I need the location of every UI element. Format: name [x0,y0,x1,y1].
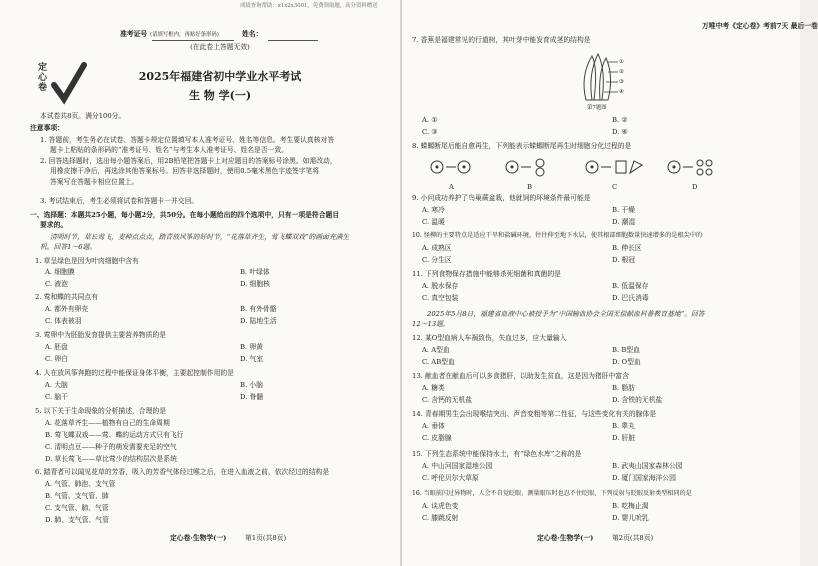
subject-title: 生 物 学(一) [188,89,252,102]
option: A. 脱水保存 [422,282,459,290]
option: D. O型血 [612,358,641,366]
option: A. 谈虎色变 [422,502,459,510]
footer-page: 第2页(共8页) [612,534,654,542]
option: B. 叶绿体 [240,268,270,276]
option: A. 中山河国家湿地公园 [422,462,493,470]
question-8: 8. 蝾螈断尾后能自愈再生，下列能表示蝾螈断尾再生时细胞分化过程的是 [412,142,632,150]
option: A. 胚盘 [45,343,68,351]
option: B. 伸长区 [612,244,642,252]
option: D. 根冠 [612,256,636,264]
top-note: 成绩查询帮助：x1x2x3001，免费领取题，高分资料赠送 [240,3,378,9]
question-13: 13. 献血者在献血后可以多食猪肝，以助发生贫血，这是因为猪肝中富含 [412,372,629,380]
option: A. 都外有卵壳 [45,305,89,313]
question-12: 12. 某O型血病人车祸致伤，失血过多，应大量输入 [412,334,567,342]
intro-text: 本试卷共8页。满分100分。 [40,112,126,120]
context-paragraph-cont: 机。回答1～6题。 [40,243,97,251]
option: B. 吃梅止渴 [612,502,649,510]
option: C. 支气管、肺、气管 [45,504,109,512]
option: A. 垂体 [422,422,445,430]
question-5: 5. 以下关于生命现象的分析描述，合理的是 [35,407,166,415]
option: D. 草长莺飞——草比莺少的结构层次是系统 [45,455,177,463]
right-page [402,0,818,566]
question-2: 2. 莺和蝶的共同点有 [35,293,99,301]
cell-diagram-row [422,155,722,181]
question-10: 10. 怪柳的主要特点是适应干旱和盐碱环境，往往伸至地下水层，使其根部细胞数量快速增多的是根尖中的 [412,232,703,239]
question-14: 14. 青春期男生会出现喉结突出、声音变粗等第二性征，与这些变化有关的腺体是 [412,410,657,418]
option: D. 陆地生活 [240,317,277,325]
option: C. 真空包装 [422,294,459,302]
question-6: 6. 踏青者可以闻见花草的芳香，吸入的芳香气体经过喉之后，在进入血液之前，依次经过的结构是 [35,468,330,476]
invalid-note: (在此卷上答题无效) [190,43,250,51]
notice-line: 1. 答题前，考生务必在试卷、答题卡规定位置填写本人准考证号、姓名等信息。考生要认真核对答 [40,136,335,144]
option: B. 卵黄 [240,343,263,351]
option: D. 细胞核 [240,280,270,288]
stamp-text: 定心卷 [38,63,48,93]
fig-label: ② [619,69,624,75]
name-underline [268,40,318,41]
option: C. 呼伦贝尔大草原 [422,474,479,482]
option: A. 糖类 [422,384,445,392]
option: B. 干燥 [612,206,635,214]
notice-title: 注意事项： [30,124,64,132]
option: A. 成熟区 [422,244,452,252]
ticket-underline [152,40,234,41]
option: C. AB型血 [422,358,455,366]
option: D. 肝脏 [612,434,636,442]
question-4: 4. 人在放风筝奔跑的过程中能保证身体平衡，主要起控制作用的是 [35,369,234,377]
fig-label: ① [619,59,624,65]
option: C. 分生区 [422,256,452,264]
option: B. 莺飞蝶双戏——莺、蝶的运动方式只有飞行 [45,431,184,439]
option: A. 气管、肺泡、支气管 [45,480,116,488]
checkmark-icon [38,55,88,107]
option: C. 液泡 [45,280,68,288]
option: C. 含钙的无机盐 [422,396,473,404]
option: C. ③ [422,128,438,136]
option: C. 温暖 [422,218,445,226]
option: B. 小脑 [240,381,263,389]
option: A. 寒冷 [422,206,445,214]
question-16: 16. 当眼前闪过异物时，人会不自觉眨眼，测量眼压时也忍不住眨眼，下列反射与眨眼反射类型相同的是 [412,490,692,497]
option: C. 卵白 [45,355,68,363]
option: D. 巴氏消毒 [612,294,649,302]
option: D. 婴儿吮乳 [612,514,649,522]
option: B. 睾丸 [612,422,635,430]
fig-label: ④ [619,89,624,95]
option: A. A型血 [422,346,450,354]
exam-title: 2025年福建省初中学业水平考试 [138,70,302,83]
option: B. 有外骨骼 [240,305,277,313]
option: A. 花落草齐生——植物有自己的生命周期 [45,419,170,427]
notice-line: 3. 考试结束后，考生必须将试卷和答题卡一并交回。 [40,197,199,205]
question-1: 1. 草呈绿色是因为叶肉细胞中含有 [35,257,139,265]
option: C. 膝跳反射 [422,514,459,522]
option: A. 细胞膜 [45,268,75,276]
option: D. 肺、支气管、气管 [45,516,109,524]
context-paragraph-2-cont: 12～13题。 [412,320,450,328]
option: D. 厦门国家海洋公园 [612,474,676,482]
question-15: 15. 下列生态系统中能保持水土，有“绿色水库”之称的是 [412,450,582,458]
right-header-title: 万唯中考《定心卷》考前7天 最后一卷 [702,22,818,30]
notice-line: 题卡上粘贴的条形码的“准考证号、姓名”与考生本人准考证号、姓名是否一致。 [50,146,289,154]
option: D. 气室 [240,355,264,363]
diagram-label: D [692,183,698,191]
diagram-label: A [449,183,454,191]
context-paragraph: 清明时节，草长莺飞，麦种点点点，踏青放风筝的好时节，“花落草齐生，莺飞蝶双戏”的画面充满生 [50,233,350,241]
option: B. ② [612,116,628,124]
footer-title: 定心卷·生物学(一) [170,534,227,542]
footer-page: 第1页(共8页) [245,534,287,542]
option: D. ④ [612,128,628,136]
left-page [0,0,402,566]
question-7: 7. 香蕉是福建常见的行道树，其叶芽中能发育成茎的结构是 [412,36,591,44]
option: C. 清明点豆——种子的萌发需要充足的空气 [45,443,177,451]
notice-line: 2. 回答选择题时，选出每小题答案后，用2B铅笔把答题卡上对应题目的答案标号涂黑。如需改动， [40,157,337,165]
section-title-cont: 要求的。 [40,221,68,229]
section-title: 一、选择题：本题共25小题，每小题2分，共50分。在每小题给出的四个选项中，只有一项是符合题目 [30,211,340,219]
diagram-label: B [527,183,532,191]
stamp-logo [38,55,88,107]
footer-title: 定心卷·生物学(一) [537,534,594,542]
fig-caption: 第7题图 [587,105,607,111]
notice-line: 用橡皮擦干净后，再选涂其他答案标号。回答非选择题时，使用0.5毫米黑色字迹签字笔将 [50,167,320,175]
fig-label: ③ [619,79,624,85]
question-9: 9. 小问成功养护了鸟巢蕨盆栽，他就饲的环境条件最可能是 [412,194,591,202]
question-11: 11. 下列食物保存措施中能够杀死细菌和真菌的是 [412,270,561,278]
option: A. ① [422,116,438,124]
option: B. B型血 [612,346,640,354]
option: C. 皮脂腺 [422,434,452,442]
name-label: 姓名： [242,30,263,38]
option: B. 脂肪 [612,384,635,392]
notice-line: 答案写在答题卡相应位置上。 [50,178,139,186]
option: D. 含铁的无机盐 [612,396,663,404]
diagram-label: C [612,183,618,191]
context-paragraph-2: 2025年5月8日，福建省血液中心被授予为“中国输血协会全国无偿献血科普教育基地”。回答 [427,310,705,318]
option: C. 脑干 [45,393,68,401]
ticket-note: (请填写框内，再贴好条形码) [150,32,219,38]
option: B. 低温保存 [612,282,649,290]
option: C. 体表被羽 [45,317,82,325]
cell-division-icons [422,155,722,181]
option: B. 武夷山国家森林公园 [612,462,683,470]
option: A. 大脑 [45,381,68,389]
option: D. 脊髓 [240,393,264,401]
banana-bud-figure [572,50,632,102]
option: B. 气管、支气管、肺 [45,492,109,500]
question-3: 3. 莺卵中为胚胎发育提供主要营养物质的是 [35,331,166,339]
ticket-label: 准考证号 [120,30,148,38]
option: D. 潮湿 [612,218,636,226]
